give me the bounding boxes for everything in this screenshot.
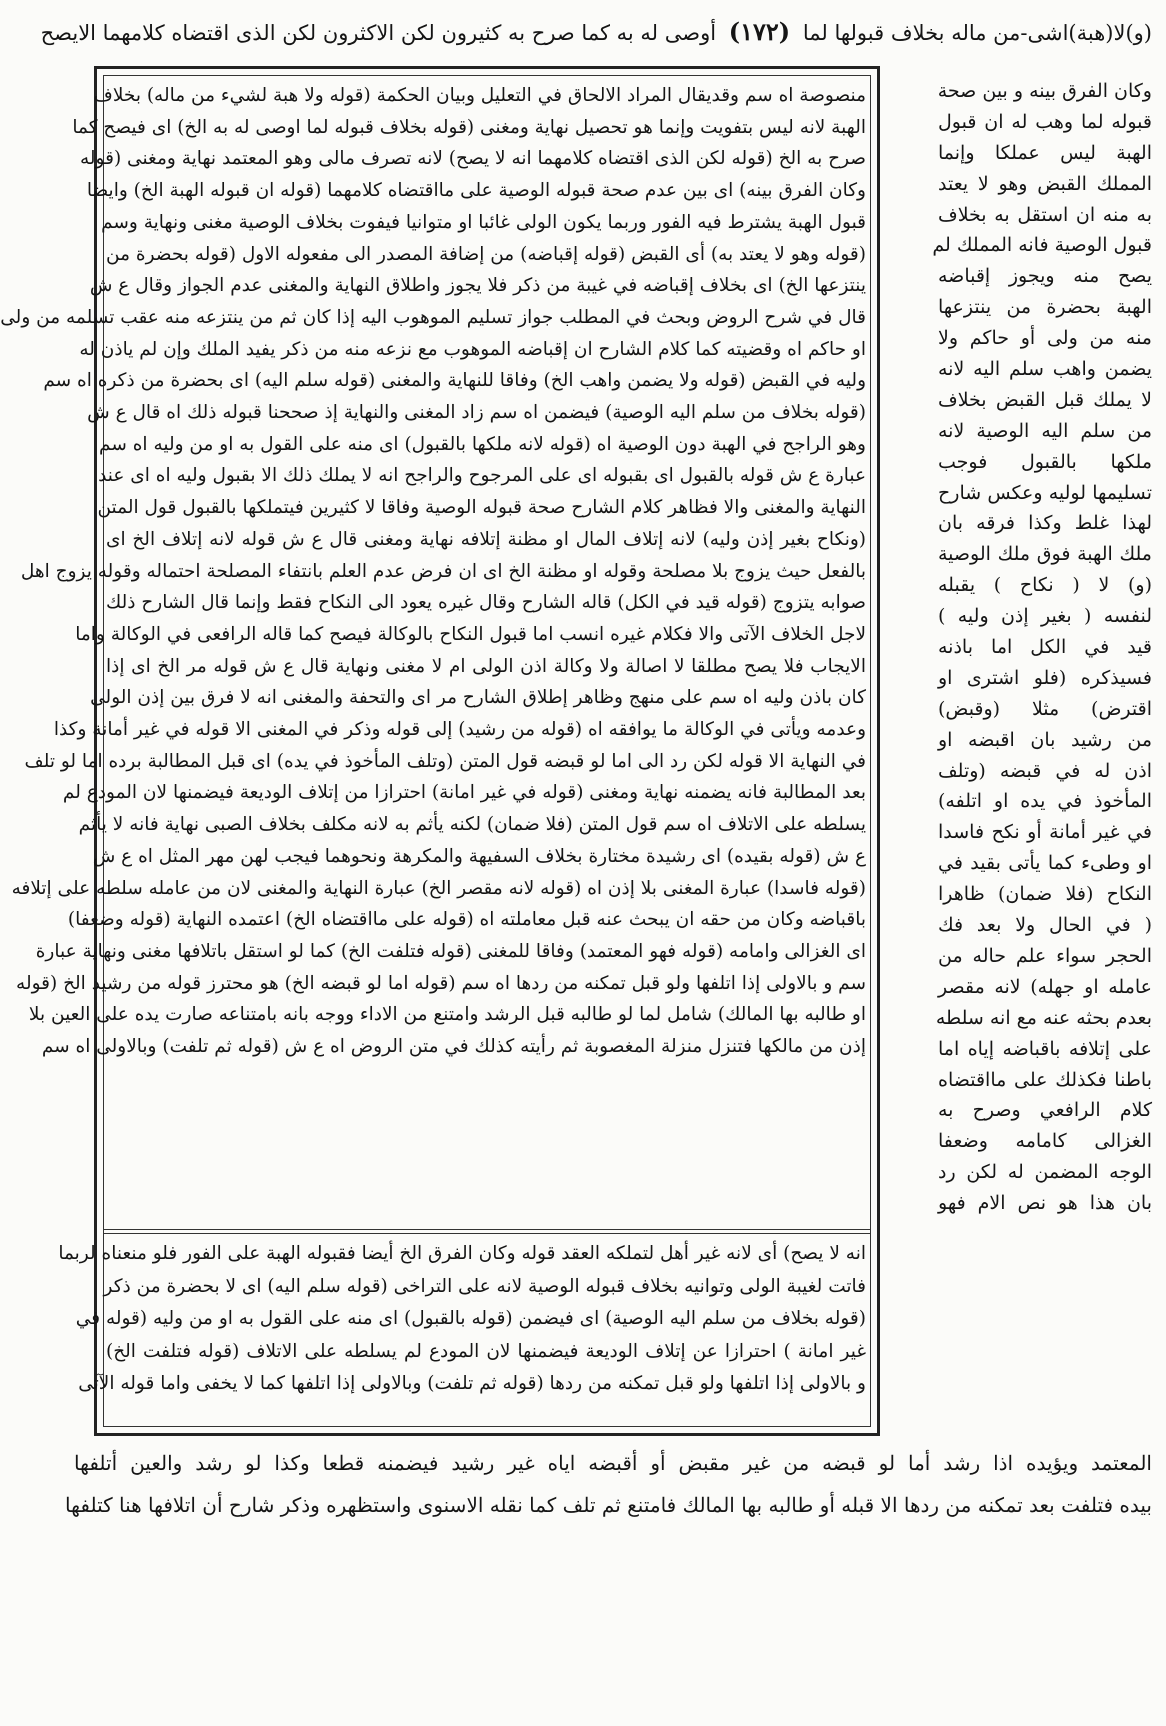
hashiya-line: وكان الفرق بينه) اى بين عدم صحة قبوله الوصية على مااقتضاه كلامهما (قوله ان قبوله الهبة الخ) وايضا: [86, 180, 866, 202]
hashiya-line: منصوصة اه سم وقديقال المراد الالحاق في التعليل وبيان الحكمة (قوله ولا هبة لشيء من ماله) بخلاف: [93, 85, 866, 106]
matn-line: لنفسه ( بغير إذن وليه ): [938, 605, 1152, 628]
header-right-text: (و)لا(هبة)اشى-من ماله بخلاف قبولها لما: [802, 21, 1152, 45]
hashiya-upper-block: [0, 80, 866, 1063]
hashiya-line: غير امانة ) احترازا عن إتلاف الوديعة فيضمنها لان المودع لم يسلطه على الاتلاف (قوله فتلفت الخ): [106, 1340, 866, 1362]
matn-line: باطنا فكذلك على مااقتضاه: [938, 1068, 1152, 1091]
matn-line: قبوله لما وهب له ان قبول: [938, 110, 1152, 133]
hashiya-line: (قوله بخلاف من سلم اليه الوصية) فيضمن اه سم زاد المغنى والنهاية إذ صححنا قبوله ذلك اه قال ع ش: [87, 402, 866, 424]
footer-continuation: [65, 1442, 1152, 1526]
hashiya-line: او حاكم اه وقضيته كما كلام الشارح ان إقباضه الموهوب مع نزعه منه من ذكر يفيد الملك وإن لم ياذن له: [79, 338, 866, 360]
matn-line: الغزالى كامامه وضعفا: [938, 1130, 1152, 1153]
hashiya-line: عبارة ع ش قوله بالقبول اى بقبوله اى على المرجوح والراجح انه لا يملك ذلك الا بقبول وليه اه اى عند: [98, 465, 866, 487]
matn-line: النكاح (فلا ضمان) ظاهرا: [938, 883, 1152, 906]
commentary-separator: [103, 1229, 871, 1234]
matn-line: الهبة ليس عملكا وإنما: [938, 141, 1152, 164]
hashiya-line: سم و بالاولى إذا اتلفها ولو قبل تمكنه من ردها اه سم (قوله اما لو قبضه الخ) هو محترز قوله من رشيد الخ (قوله: [16, 972, 866, 994]
hashiya-line: ينتزعها الخ) اى بخلاف إقباضه في غيبة من ذكر فلا يجوز واطلاق النهاية والمغنى عدم الجواز وقال ع ش: [89, 275, 866, 297]
matn-line: ملكها بالقبول فوجب: [938, 450, 1152, 473]
matn-line: وكان الفرق بينه و بين صحة: [937, 80, 1152, 102]
running-header: [40, 10, 1152, 54]
footer-line: بيده فتلفت بعد تمكنه من ردها الا قبله أو طالبه بها المالك فامتنع ثم تلف كما نقله الاسنوى واستظهره وذكر شارح أن اتلافها هنا كتلفها: [65, 1493, 1152, 1517]
matn-line: او وطىء كما يأتى بقيد في: [938, 852, 1152, 875]
hashiya-line: اى الغزالى وامامه (قوله فهو المعتمد) وفاقا للمغنى (قوله فتلفت الخ) كما لو استقل باتلافها مغنى ونهاية عبارة: [35, 940, 866, 962]
matn-line: فسيذكره (فلو اشترى او: [938, 666, 1152, 689]
hashiya-line: وهو الراجح في الهبة دون الوصية اه (قوله لانه ملكها بالقبول) اى منه على القول به او من وليه اه سم: [99, 433, 866, 455]
matn-line: ( في الحال ولا بعد فك: [938, 914, 1152, 937]
matn-line: في غير أمانة أو نكح فاسدا: [938, 821, 1152, 844]
hashiya-line: بالفعل حيث يزوج بلا مصلحة وقوله او مظنة الخ اى ان فرض عدم العلم بانتفاء المصلحة احتماله وقوله يزوج اهل: [20, 560, 866, 582]
hashiya-line: انه لا يصح) أى لانه غير أهل لتملكه العقد قوله وكان الفرق الخ أيضا فقبوله الهبة على الفور فلو منعناه لربما: [58, 1243, 866, 1264]
hashiya-line: قال في شرح الروض وبحث في المطلب جواز تسليم الموهوب اليه إذا كان ثم من ينتزعه منه عقب تسلمه من ولى: [0, 306, 866, 328]
hashiya-line: باقباضه وكان من حقه ان يبحث عنه قبل معاملته اه (قوله على مااقتضاه الخ) اعتمده النهاية (قوله وضعفا): [67, 909, 866, 931]
matn-line: اذن له في قبضه (وتلف: [938, 759, 1152, 782]
matn-line: يصح منه ويجوز إقباضه: [938, 265, 1152, 288]
header-left-text: أوصى له به كما صرح به كثيرون لكن الاكثرون لكن الذى اقتضاه كلامهما الايصح: [40, 21, 717, 45]
hashiya-line: الايجاب فلا يصح مطلقا لا اصالة ولا وكالة اذن الولى ام لا مغنى ونهاية قال ع ش قوله مر الخ اى إذا: [106, 655, 866, 677]
hashiya-line: لاجل الخلاف الآتى والا فكلام غيره انسب اما قبول النكاح بالوكالة فيصح كما قاله الرافعى في الوكالة واما: [75, 623, 866, 645]
matn-line: من سلم اليه الوصية لانه: [938, 419, 1152, 442]
hashiya-line: (ونكاح بغير إذن وليه) لانه إتلاف المال او مظنة إتلافه نهاية ومغنى قال ع ش قوله لانه إتلاف الخ اى: [106, 528, 866, 550]
matn-line: قيد في الكل اما باذنه: [938, 636, 1152, 659]
hashiya-line: فاتت لغيبة الولى وتوانيه بخلاف قبوله الوصية لانه على التراخى (قوله سلم اليه) اى لا بحضرة من ذكر: [103, 1275, 866, 1297]
hashiya-line: او طالبه بها المالك) شامل لما لو طالبه قبل الرشد وامتنع من الاداء ووجه بانه بامتناعه صارت يده على العين بلا: [28, 1004, 866, 1026]
footer-line: المعتمد ويؤيده اذا رشد أما لو قبضه من غير مقبض أو أقبضه اياه غير رشيد فيضمنه قطعا وكذا لو رشد والعين أتلفها: [74, 1451, 1152, 1475]
hashiya-line: صرح به الخ (قوله لكن الذى اقتضاه كلامهما انه لا يصح) لانه تصرف مالى وهو المعتمد نهاية ومغنى (قوله: [80, 148, 866, 170]
hashiya-line: وليه في القبض (قوله ولا يضمن واهب الخ) وفاقا للنهاية والمغنى (قوله سلم اليه) اى بحضرة من ذكره اه سم: [43, 370, 866, 392]
matn-line: اقترض) مثلا (وقبض): [938, 697, 1152, 720]
matn-line: لا يملك قبل القبض بخلاف: [938, 388, 1152, 411]
matn-line: على إتلافه باقباضه إياه اما: [938, 1037, 1152, 1060]
matn-line: ملك الهبة فوق ملك الوصية: [938, 543, 1152, 566]
hashiya-line: وعدمه ويأتى في الوكالة ما يوافقه اه (قوله من رشيد) إلى قوله وذكر في المغنى الا قوله في غير أمانة وكذا: [53, 719, 866, 741]
hashiya-line: (قوله وهو لا يعتد به) أى القبض (قوله إقباضه) من إضافة المصدر الى مفعوله الاول (قوله بحضرة من: [106, 243, 866, 265]
matn-line: منه من ولى أو حاكم ولا: [938, 327, 1152, 350]
hashiya-line: النهاية والمغنى والا فظاهر كلام الشارح صحة قبوله الوصية وفاقا لا كثيرين فيتملكها بالقبول قول المتن: [97, 497, 866, 519]
hashiya-lower-block: [58, 1238, 866, 1401]
matn-line: يضمن واهب سلم اليه لانه: [938, 358, 1152, 381]
matn-line: عامله او جهله) لانه مقصر: [938, 975, 1152, 998]
hashiya-line: صوابه يتزوج (قوله قيد في الكل) قاله الشارح وقال غيره يعود الى النكاح فقط وإنما قال الشارح ذلك: [106, 592, 866, 614]
matn-line: تسليمها لوليه وعكس شارح: [938, 481, 1152, 504]
hashiya-line: كان باذن وليه اه سم على منهج وظاهر إطلاق الشارح مر اى والتحفة والمغنى انه لا فرق بين إذن الولى: [90, 687, 866, 709]
hashiya-line: (قوله بخلاف من سلم اليه الوصية) اى فيضمن (قوله بالقبول) اى منه على القول به او من وليه (قوله في: [75, 1308, 866, 1329]
matn-line: بعدم بحثه عنه مع انه سلطه: [935, 1006, 1152, 1029]
matn-line: قبول الوصية فانه المملك لم: [932, 234, 1152, 257]
matn-line: الحجر سواء علم حاله من: [938, 944, 1152, 967]
matn-line: (و) لا ( نكاح ) يقبله: [938, 574, 1152, 597]
matn-line: الوجه المضمن له لكن رد: [938, 1161, 1152, 1184]
matn-line: الهبة بحضرة من ينتزعها: [938, 296, 1152, 319]
hashiya-line: (قوله فاسدا) عبارة المغنى بلا إذن اه (قوله لانه مقصر الخ) عبارة النهاية والمغنى لان من عامله سلطه على إتلافه: [11, 877, 866, 899]
matn-line: كلام الرافعي وصرح به: [938, 1099, 1152, 1122]
hashiya-line: في النهاية الا قوله لكن رد الى اما لو قبضه قول المتن (وتلف المأخوذ في يده) اى قبل المطالبة برده اما لو تلف: [24, 750, 866, 772]
matn-line: المأخوذ في يده او اتلفه): [938, 790, 1152, 813]
matn-line: به منه ان استقل به بخلاف: [938, 203, 1152, 226]
matn-line: من رشيد بان اقبضه او: [938, 728, 1152, 751]
hashiya-line: قبول الهبة يشترط فيه الفور وربما يكون الولى غائبا او متوانيا فيفوت بخلاف الوصية مغنى ونهاية وسم: [101, 211, 866, 233]
hashiya-line: ع ش (قوله بقيده) اى رشيدة مختارة بخلاف السفيهة والمكرهة ونحوهما فيجب لهن مهر المثل اه ع ش: [92, 845, 866, 867]
page-number: (١٧٢): [728, 17, 791, 46]
matn-line: لهذا غلط وكذا فرقه بان: [938, 512, 1152, 535]
matn-line: المملك القبض وهو لا يعتد: [938, 172, 1152, 195]
hashiya-line: الهبة لانه ليس بتفويت وإنما هو تحصيل نهاية ومغنى (قوله بخلاف قبوله لما اوصى له به الخ) اى فيصح كما: [72, 116, 866, 138]
hashiya-line: و بالاولى إذا اتلفها ولو قبل تمكنه من ردها (قوله ثم تلفت) وبالاولى إذا اتلفها كما لا يخفى واما قوله الآتى: [78, 1373, 866, 1394]
hashiya-line: بعد المطالبة فانه يضمنه نهاية ومغنى (قوله في غير امانة) احترازا من إتلاف الوديعة فيضمنها لان المودع لم: [62, 782, 866, 804]
matn-line: بان هذا هو نص الام فهو: [938, 1192, 1152, 1215]
hashiya-line: يسلطه على الاتلاف اه سم قول المتن (فلا ضمان) لكنه يأثم به لانه مكلف بخلاف الصبى نهاية فانه لا يأثم: [78, 814, 866, 836]
hashiya-line: إذن من مالكها فتنزل منزلة المغصوبة ثم رأيته كذلك في متن الروض اه ع ش (قوله ثم تلفت) وبالاولى اه سم: [41, 1036, 866, 1058]
